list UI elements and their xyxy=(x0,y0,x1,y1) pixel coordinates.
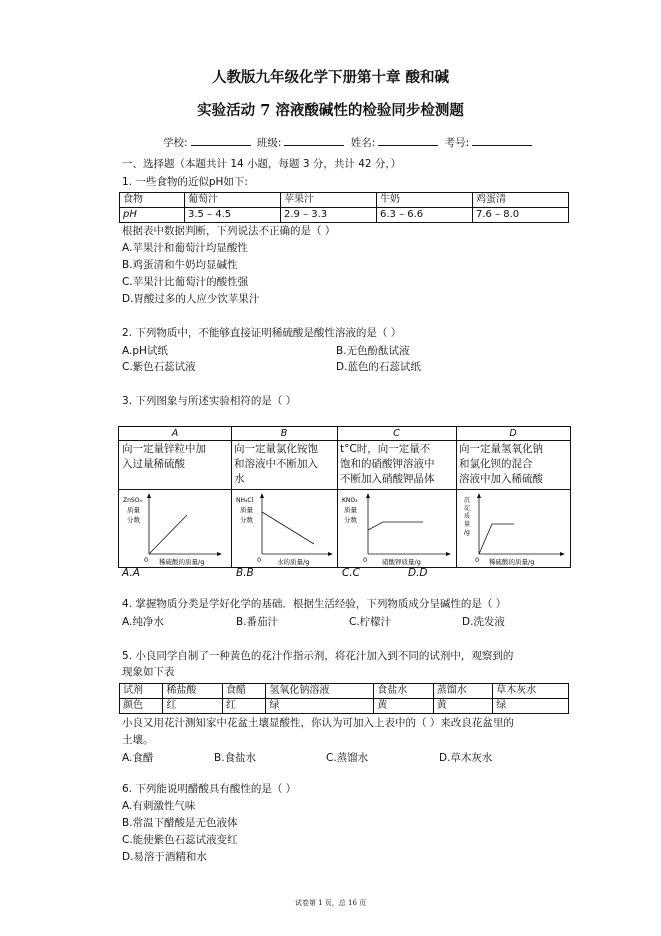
table-cell: 黄 xyxy=(374,699,434,714)
q3-graph-c-curve xyxy=(368,522,423,530)
q3-option-d[interactable]: D.D xyxy=(408,567,428,579)
section-heading: 一、选择题（本题共计 14 小题，每题 3 分，共计 42 分，） xyxy=(122,158,402,170)
q3-graph-b-curve xyxy=(262,512,314,544)
q2-stem: 2. 下列物质中，不能够直接证明稀硫酸是酸性溶液的是（ ） xyxy=(122,327,402,339)
q3-option-c[interactable]: C.C xyxy=(342,567,361,579)
q2-option-d[interactable]: D.蓝色的石蕊试纸 xyxy=(336,361,421,373)
school-field[interactable] xyxy=(191,135,251,146)
q3-option-a[interactable]: A.A xyxy=(122,567,140,579)
exam-no-field[interactable] xyxy=(472,135,532,146)
q1-option-d[interactable]: D.胃酸过多的人应少饮苹果汁 xyxy=(122,293,260,305)
svg-text:质量: 质量 xyxy=(240,506,253,514)
q3-graph-c-xlabel: 硝酸钾质量/g xyxy=(382,558,421,566)
q3-figure-grid xyxy=(118,426,571,568)
q5-question-line2: 土壤。 xyxy=(122,734,154,746)
q3-graph-d-xlabel: 稀硫酸的质量/g xyxy=(489,558,535,566)
q2-option-c[interactable]: C.紫色石蕊试液 xyxy=(122,361,196,373)
q3-graph-a-curve xyxy=(149,515,187,554)
table-cell: pH xyxy=(120,208,185,223)
table-cell: 3.5 – 4.5 xyxy=(185,208,281,223)
table-cell: 草木灰水 xyxy=(493,684,569,699)
q3-header-d: D xyxy=(509,428,517,439)
school-label: 学校: xyxy=(163,137,188,149)
table-cell: 苹果汁 xyxy=(281,193,377,208)
q1-option-a[interactable]: A.苹果汁和葡萄汁均显酸性 xyxy=(122,242,248,254)
svg-text:质量: 质量 xyxy=(344,506,357,514)
table-row xyxy=(120,193,569,208)
q3-stem: 3. 下列图象与所述实验相符的是（ ） xyxy=(122,395,297,407)
svg-text:0: 0 xyxy=(144,556,149,564)
q6-option-a[interactable]: A.有刺激性气味 xyxy=(122,800,196,812)
q1-stem: 1. 一些食物的近似pH如下: xyxy=(122,176,248,188)
svg-text:质: 质 xyxy=(464,513,471,520)
table-cell: 6.3 – 6.6 xyxy=(377,208,473,223)
svg-text:/g: /g xyxy=(464,529,470,536)
name-label: 姓名: xyxy=(350,137,376,149)
q4-option-c[interactable]: C.柠檬汁 xyxy=(349,616,392,628)
table-cell: 稀盐酸 xyxy=(163,684,223,699)
svg-text:淀: 淀 xyxy=(464,505,471,512)
table-cell: 牛奶 xyxy=(377,193,473,208)
q5-option-a[interactable]: A.食醋 xyxy=(122,752,154,764)
table-cell: 食盐水 xyxy=(374,684,434,699)
q1-option-c[interactable]: C.苹果汁比葡萄汁的酸性强 xyxy=(122,276,249,288)
table-cell: 黄 xyxy=(433,699,493,714)
q3-header-c: C xyxy=(393,428,400,439)
q3-desc-a: 向一定量锌粒中加 入过量稀硫酸 xyxy=(122,443,206,470)
svg-text:0: 0 xyxy=(475,556,480,564)
page-subtitle: 实验活动 7 溶液酸碱性的检验同步检测题 xyxy=(197,102,464,119)
svg-text:分数: 分数 xyxy=(344,516,357,524)
q3-graph-c-ylabel: KNO₃ xyxy=(342,497,358,504)
q3-header-b: B xyxy=(280,428,288,439)
q3-graph-c xyxy=(338,490,456,566)
q6-option-d[interactable]: D.易溶于酒精和水 xyxy=(122,851,207,863)
q2-option-b[interactable]: B.无色酚酞试液 xyxy=(336,345,410,357)
q5-stem-line1: 5. 小良同学自制了一种黄色的花汁作指示剂，将花汁加入到不同的试剂中，观察到的 xyxy=(122,650,514,662)
student-info-line xyxy=(163,135,535,150)
class-label: 班级: xyxy=(256,137,282,149)
table-cell: 氢氧化钠溶液 xyxy=(266,684,374,699)
q3-option-b[interactable]: B.B xyxy=(236,567,254,579)
table-cell: 食物 xyxy=(120,193,185,208)
q3-desc-d: 向一定量氢氧化钠 和氯化钡的混合 溶液中加入稀硫酸 xyxy=(459,443,543,485)
q3-graph-d-ylabel: 沉 xyxy=(464,497,471,504)
q3-graph-a-xlabel: 稀硫酸的质量/g xyxy=(159,558,205,566)
q3-graph-b xyxy=(232,490,337,566)
name-field[interactable] xyxy=(378,135,438,146)
q4-option-d[interactable]: D.洗发液 xyxy=(462,616,505,628)
q5-table xyxy=(119,683,569,714)
q5-option-d[interactable]: D.草木灰水 xyxy=(439,752,493,764)
q1-option-b[interactable]: B.鸡蛋清和牛奶均显碱性 xyxy=(122,259,238,271)
q6-option-b[interactable]: B.常温下醋酸是无色液体 xyxy=(122,817,238,829)
q3-desc-b: 向一定量氯化铵饱 和溶液中不断加入 水 xyxy=(234,443,318,485)
svg-text:量: 量 xyxy=(464,521,471,528)
table-cell: 红 xyxy=(163,699,223,714)
q5-option-b[interactable]: B.食盐水 xyxy=(214,752,257,764)
q3-graph-d xyxy=(457,490,570,566)
table-row xyxy=(120,684,569,699)
svg-text:分数: 分数 xyxy=(240,516,253,524)
table-cell: 鸡蛋清 xyxy=(473,193,569,208)
table-cell: 葡萄汁 xyxy=(185,193,281,208)
table-cell: 颜色 xyxy=(120,699,163,714)
table-cell: 绿 xyxy=(266,699,374,714)
table-row xyxy=(120,699,569,714)
q6-option-c[interactable]: C.能使紫色石蕊试液变红 xyxy=(122,834,238,846)
table-cell: 蒸馏水 xyxy=(433,684,493,699)
q3-graph-a-ylabel: ZnSO₄ xyxy=(123,497,142,504)
page-footer: 试卷第 1 页，总 16 页 xyxy=(294,899,367,907)
q4-option-a[interactable]: A.纯净水 xyxy=(122,616,164,628)
table-row xyxy=(120,208,569,223)
q2-option-a[interactable]: A.pH试纸 xyxy=(122,345,168,357)
q4-option-b[interactable]: B.番茄汁 xyxy=(236,616,279,628)
q1-question: 根据表中数据判断，下列说法不正确的是（ ） xyxy=(122,225,336,237)
q6-stem: 6. 下列能说明醋酸具有酸性的是（ ） xyxy=(122,783,297,795)
table-cell: 试剂 xyxy=(120,684,163,699)
svg-text:0: 0 xyxy=(257,556,262,564)
q4-stem: 4. 掌握物质分类是学好化学的基础．根据生活经验，下列物质成分呈碱性的是（ ） xyxy=(122,598,507,610)
table-cell: 2.9 – 3.3 xyxy=(281,208,377,223)
q3-desc-c: t°C时，向一定量不 饱和的硝酸钾溶液中 不断加入硝酸钾晶体 xyxy=(340,443,435,485)
svg-text:0: 0 xyxy=(363,556,368,564)
page-title: 人教版九年级化学下册第十章 酸和碱 xyxy=(211,69,450,86)
svg-text:分数: 分数 xyxy=(127,516,140,524)
class-field[interactable] xyxy=(284,135,344,146)
q3-graph-b-ylabel: NH₄Cl xyxy=(236,497,254,504)
table-cell: 7.6 – 8.0 xyxy=(473,208,569,223)
table-cell: 红 xyxy=(222,699,265,714)
q5-question-line1: 小良又用花汁测知家中花盆土壤显酸性，你认为可加入上表中的（ ）来改良花盆里的 xyxy=(122,717,514,729)
q5-stem-line2: 现象如下表 xyxy=(122,666,175,678)
svg-text:质量: 质量 xyxy=(127,506,140,514)
exam-no-label: 考号: xyxy=(444,137,470,149)
table-cell: 食醋 xyxy=(222,684,265,699)
q3-graph-b-xlabel: 水的质量/g xyxy=(277,558,310,566)
q3-graph-d-curve xyxy=(479,524,514,554)
table-cell: 绿 xyxy=(493,699,569,714)
q5-option-c[interactable]: C.蒸馏水 xyxy=(326,752,369,764)
q3-header-a: A xyxy=(171,428,179,439)
q3-graph-a xyxy=(119,490,231,566)
q1-table xyxy=(119,192,569,223)
